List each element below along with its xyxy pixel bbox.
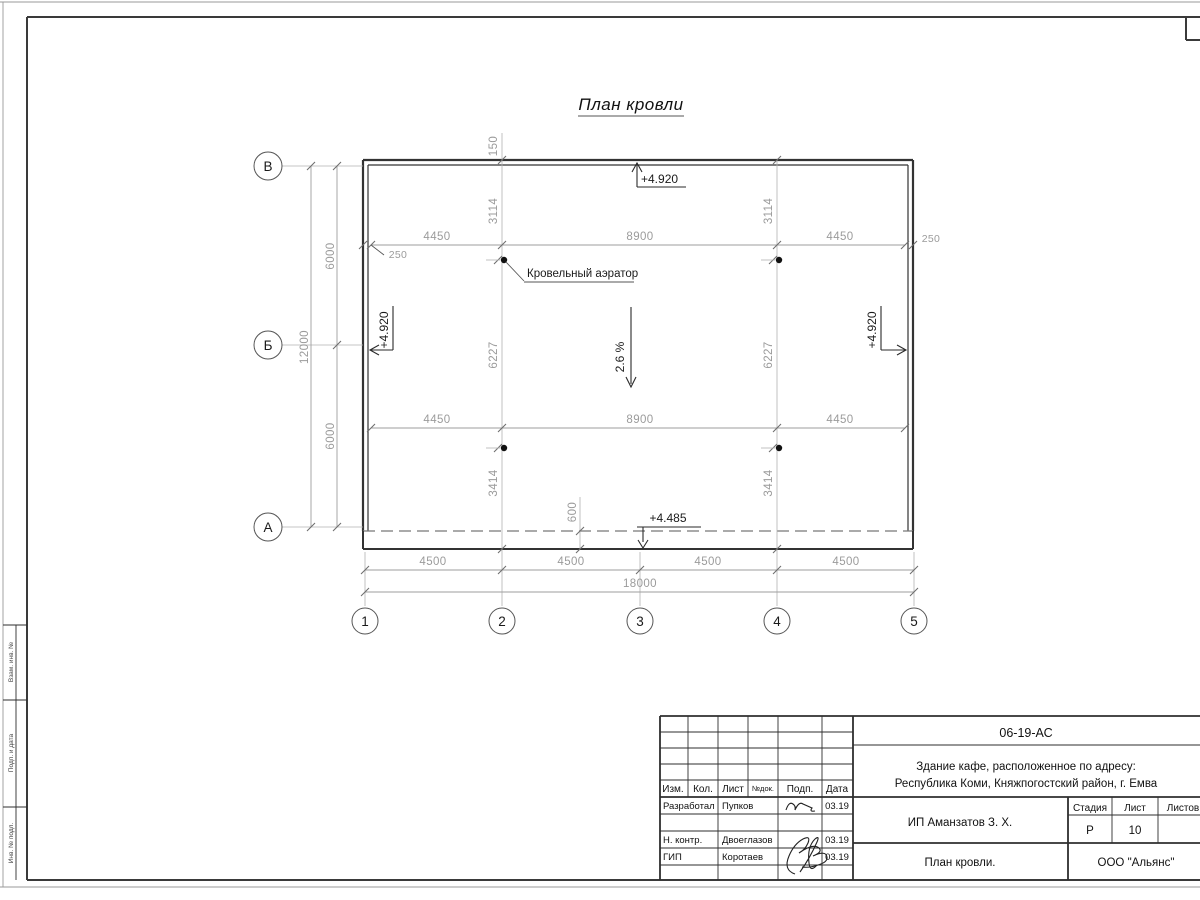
project-name-line1: Здание кафе, расположенное по адресу: bbox=[916, 761, 1136, 773]
elevation-left bbox=[370, 306, 393, 355]
dim-value: 6000 bbox=[325, 242, 337, 270]
aerator-dot bbox=[501, 445, 507, 451]
axis-bubbles-numbers bbox=[352, 608, 927, 634]
elevation-eave bbox=[637, 511, 701, 548]
col-header-data: Дата bbox=[825, 784, 849, 795]
sign-date: 03.19 bbox=[825, 801, 849, 812]
extension-lines bbox=[282, 133, 914, 606]
aerator-label: Кровельный аэратор bbox=[527, 268, 639, 280]
sheet-value: 10 bbox=[1128, 825, 1142, 837]
dim-value: 4450 bbox=[826, 414, 854, 426]
aerator-dot bbox=[776, 257, 782, 263]
dimension-ticks bbox=[307, 156, 918, 596]
dim-texts-horizontal bbox=[389, 231, 940, 590]
elevation-marks bbox=[370, 163, 906, 548]
company-name: ООО "Альянс" bbox=[1097, 857, 1175, 869]
elevation-value: +4.920 bbox=[377, 311, 391, 349]
slope-label: 2.6 % bbox=[613, 341, 627, 373]
dim-value: 6227 bbox=[763, 341, 775, 369]
dim-value: 4500 bbox=[832, 556, 860, 568]
drawing-title bbox=[578, 95, 684, 116]
dim-value: 4500 bbox=[694, 556, 722, 568]
slope-arrow bbox=[613, 307, 636, 387]
dim-value: 4450 bbox=[826, 231, 854, 243]
col-header-izm: Изм. bbox=[662, 784, 684, 795]
axis-bubbles-letters bbox=[254, 152, 282, 541]
sign-name: Коротаев bbox=[722, 852, 764, 863]
axis-number: 5 bbox=[910, 614, 918, 629]
signature-scribble bbox=[786, 803, 815, 811]
sheet-frame bbox=[0, 2, 1200, 887]
title-block bbox=[660, 716, 1200, 880]
stage-value: Р bbox=[1086, 825, 1094, 837]
sign-date: 03.19 bbox=[825, 852, 849, 863]
elevation-top bbox=[632, 163, 686, 187]
axis-number: 4 bbox=[773, 614, 781, 629]
axis-number: 2 bbox=[498, 614, 506, 629]
dim-value: 3114 bbox=[488, 197, 500, 225]
signature-scribble bbox=[787, 838, 827, 874]
dimension-lines bbox=[311, 166, 914, 592]
axis-letter: Б bbox=[263, 338, 273, 353]
dim-value: 150 bbox=[488, 135, 500, 157]
dim-value: 8900 bbox=[626, 414, 654, 426]
axis-letter: А bbox=[263, 520, 273, 535]
axis-number: 1 bbox=[361, 614, 369, 629]
dim-value: 250 bbox=[388, 249, 408, 261]
side-stamp bbox=[3, 625, 27, 880]
dim-value: 4500 bbox=[419, 556, 447, 568]
dim-value: 6000 bbox=[325, 422, 337, 450]
roof-outline bbox=[363, 160, 913, 549]
dim-texts-vertical bbox=[299, 136, 775, 522]
sign-date: 03.19 bbox=[825, 835, 849, 846]
dim-value: 600 bbox=[567, 501, 579, 523]
sign-role: Н. контр. bbox=[663, 835, 703, 846]
project-name-line2: Республика Коми, Княжпогостский район, г. Емва bbox=[894, 778, 1158, 790]
col-header-podp: Подп. bbox=[786, 784, 814, 795]
dim-value: 3414 bbox=[488, 469, 500, 497]
elevation-value: +4.485 bbox=[649, 511, 687, 525]
col-header-kol: Кол. bbox=[693, 784, 713, 795]
sheets-label: Листов bbox=[1166, 803, 1200, 814]
side-stamp-label: Инв. № подл. bbox=[8, 822, 15, 864]
dim-value: 250 bbox=[921, 233, 941, 245]
dim-value: 8900 bbox=[626, 231, 654, 243]
dim-value: 6227 bbox=[488, 341, 500, 369]
dim-value: 18000 bbox=[623, 578, 657, 590]
sign-name: Пупков bbox=[722, 801, 754, 812]
sign-role: ГИП bbox=[663, 852, 682, 863]
sign-role: Разработал bbox=[663, 801, 715, 812]
axis-number: 3 bbox=[636, 614, 644, 629]
col-header-list: Лист bbox=[722, 784, 744, 795]
dim-value: 3114 bbox=[763, 197, 775, 225]
dim-value: 4450 bbox=[423, 414, 451, 426]
sheet-label: Лист bbox=[1124, 803, 1146, 814]
elevation-right bbox=[865, 306, 906, 355]
drawing-name: План кровли. bbox=[924, 857, 996, 869]
elevation-value: +4.920 bbox=[865, 311, 879, 349]
doc-number: 06-19-АС bbox=[999, 726, 1053, 740]
side-stamp-label: Подп. и дата bbox=[8, 733, 15, 773]
elevation-value: +4.920 bbox=[641, 172, 679, 186]
dim-value: 12000 bbox=[299, 330, 311, 364]
frame-corner-box bbox=[1186, 17, 1200, 40]
dim-value: 4500 bbox=[557, 556, 585, 568]
dim-value: 3414 bbox=[763, 469, 775, 497]
stage-label: Стадия bbox=[1072, 803, 1108, 814]
client-name: ИП Аманзатов З. Х. bbox=[907, 817, 1013, 829]
dim-value: 4450 bbox=[423, 231, 451, 243]
page-title: План кровли bbox=[578, 95, 684, 114]
col-header-ndok: №док. bbox=[752, 784, 774, 793]
axis-letter: В bbox=[263, 159, 273, 174]
side-stamp-label: Взам. инв. № bbox=[8, 641, 15, 683]
aerator-dot bbox=[776, 445, 782, 451]
sign-name: Двоеглазов bbox=[722, 835, 773, 846]
